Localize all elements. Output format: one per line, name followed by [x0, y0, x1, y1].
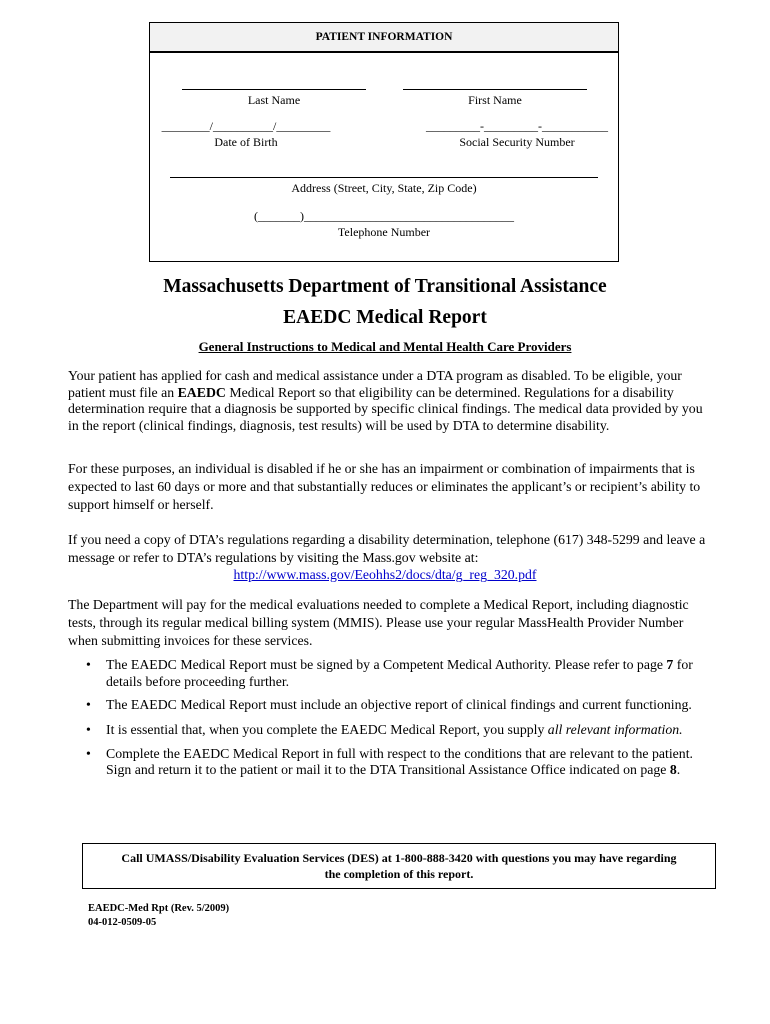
date-of-birth-field[interactable] — [154, 119, 338, 150]
regulations-link[interactable]: http://www.mass.gov/Eeohhs2/docs/dta/g_reg_320.pdf — [233, 567, 537, 582]
bullet-text: . — [676, 762, 681, 777]
bullet-text: for details before proceeding further. — [106, 657, 693, 689]
bullet-item — [86, 657, 696, 690]
last-name-field[interactable] — [182, 89, 366, 108]
bullet-dot-icon: • — [86, 657, 91, 672]
paragraph-disability-definition: For these purposes, an individual is disabled if he or she has an impairment or combination of impairments that is expected to last 60 days or more and that substantially reduces or eliminates the applicant’s or recipient’s ability to support himself or herself. — [68, 461, 701, 512]
telephone-label: Telephone Number — [337, 225, 431, 239]
bullet-item — [86, 746, 696, 779]
ssn-label: Social Security Number — [459, 135, 575, 149]
paragraph-eligibility-text-b: Medical Report so that eligibility can be determined. Regulations for a disability determination require that a diagnosis be supported by specific clinical findings. The medical data provided by you in the report (clinical findings, diagnosis, test results) will be used by DTA to determine disability. — [68, 384, 703, 433]
bullet-text: The EAEDC Medical Report must be signed by a Competent Medical Authority. Please refer to page — [106, 657, 667, 672]
bullet-dot-icon: • — [86, 697, 91, 712]
bullet-bold: 7 — [666, 657, 674, 672]
form-revision: EAEDC-Med Rpt (Rev. 5/2009) — [88, 903, 230, 914]
report-title: EAEDC Medical Report — [283, 307, 487, 328]
instruction-bullets — [86, 657, 696, 779]
bullet-item — [86, 697, 696, 714]
form-number: 04-012-0509-05 — [88, 917, 157, 928]
des-callout-box — [82, 843, 716, 889]
first-name-line — [403, 89, 587, 90]
bullet-text: It is essential that, when you complete the EAEDC Medical Report, you supply — [106, 721, 548, 737]
telephone-template: (_______)___________________________________ — [254, 209, 514, 223]
address-line — [170, 177, 598, 178]
last-name-line — [182, 89, 366, 90]
last-name-label: Last Name — [247, 93, 301, 107]
bullet-dot-icon: • — [86, 721, 91, 737]
telephone-field[interactable] — [234, 209, 534, 240]
des-callout-text: Call UMASS/Disability Evaluation Services (DES) at 1-800-888-3420 with questions you may have regarding the completion of this report. — [121, 851, 677, 881]
ssn-field[interactable] — [412, 119, 622, 150]
first-name-label: First Name — [468, 93, 522, 107]
paragraph-regulations: If you need a copy of DTA’s regulations regarding a disability determination, telephone (617) 348-5299 and leave a message or refer to DTA’s regulations by visiting the Mass.gov website at: — [68, 532, 706, 565]
bullet-text: The EAEDC Medical Report must include an objective report of clinical findings and current functioning. — [106, 697, 692, 712]
patient-information-header: PATIENT INFORMATION — [150, 23, 618, 53]
first-name-field[interactable] — [403, 89, 587, 108]
date-of-birth-label: Date of Birth — [214, 135, 278, 149]
bullet-text: Complete the EAEDC Medical Report in full with respect to the conditions that are relevant to the patient. Sign and return it to the patient or mail it to the DTA Transitional Assistance Office indicated on page — [106, 745, 693, 777]
patient-information-box — [149, 22, 619, 262]
bullet-italic: all relevant information. — [547, 721, 683, 737]
date-of-birth-template: ________/__________/_________ — [161, 119, 331, 133]
address-field[interactable] — [170, 177, 598, 196]
paragraph-billing: The Department will pay for the medical evaluations needed to complete a Medical Report, including diagnostic tests, through its regular medical billing system (MMIS). Please use your regular MassHealth Provider Number when submitting invoices for these services. — [68, 597, 689, 648]
bullet-dot-icon: • — [86, 745, 91, 761]
ssn-template: _________-_________-___________ — [426, 119, 608, 133]
form-footer — [88, 902, 229, 930]
paragraph-eligibility — [68, 368, 708, 434]
bullet-item — [86, 721, 696, 739]
instructions-subtitle: General Instructions to Medical and Mental Health Care Providers — [198, 339, 572, 354]
agency-title: Massachusetts Department of Transitional Assistance — [163, 276, 607, 297]
address-label: Address (Street, City, State, Zip Code) — [291, 181, 477, 195]
paragraph-eligibility-text-a: Your patient has applied for cash and medical assistance under a DTA program as disabled. To be eligible, your patient must file an — [68, 368, 682, 400]
eaedc-bold: EAEDC — [177, 384, 226, 400]
bullet-bold: 8 — [669, 762, 677, 777]
